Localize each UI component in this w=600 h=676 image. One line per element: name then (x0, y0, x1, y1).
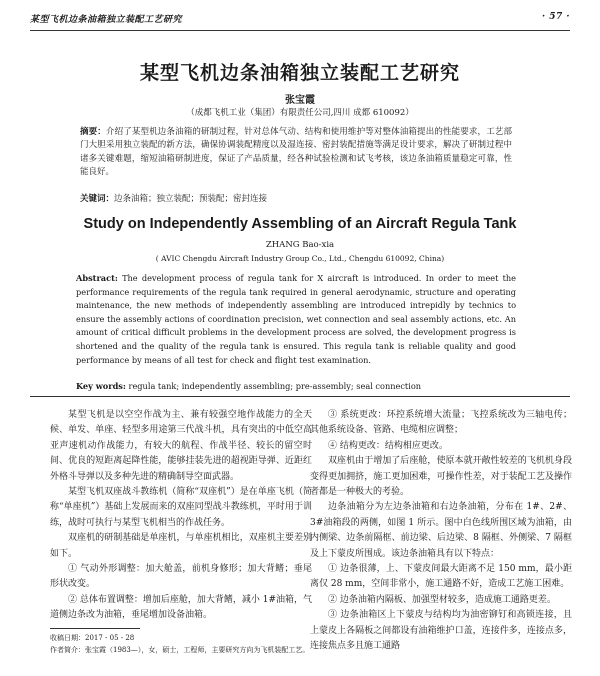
body-paragraph: ③ 系统更改：环控系统增大流量；飞控系统改为三轴电传；其他系统设备、管路、电缆相应调整； (310, 410, 572, 436)
body-paragraph: 某型飞机是以空空作战为主、兼有较强空地作战能力的全天候、单发、单座、轻型多用途第三代战斗机，具有突出的中低空高亚声速机动作战能力，有较大的航程、作战半径、较长的留空时间、优良的短距离起降性能，能够挂装先进的超视距导弹、近距红外格斗导弹以及多种先进的精确制导空面武器。 (50, 410, 312, 482)
footnotes (50, 632, 312, 656)
en-author: ZHANG Bao-xia (265, 240, 335, 250)
cn-keywords-label: 关键词： (80, 194, 115, 204)
cn-title: 某型飞机边条油箱独立装配工艺研究 (139, 62, 460, 84)
en-affiliation: ( AVIC Chengdu Aircraft Industry Group Co., Ltd., Chengdu 610092, China) (155, 254, 445, 263)
cn-abstract-text: 介绍了某型机边条油箱的研制过程，针对总体气动、结构和使用维护等对整体油箱提出的性能要求，工艺部门大胆采用独立装配的新方法，确保协调装配精度以及湿连接、密封装配措施等满足设计要求，解决了研制过程中诸多关键难题，缩短油箱研制进度，保证了产品质量，经各种试验检测和试飞考核，该边条油箱质量稳定可靠，性能良好。 (80, 127, 512, 178)
body-paragraph: 双座机由于增加了后座舱，使原本就开敞性较差的飞机机身段变得更加拥挤，施工更加困难，可操作性差，对于装配工艺及操作者都是一种极大的考验。 (310, 456, 572, 498)
body-paragraph: 双座机的研制基础是单座机，与单座机相比，双座机主要差别如下。 (50, 533, 312, 559)
body-column-left (50, 408, 312, 624)
en-title: Study on Independently Assembling of an Aircraft Regula Tank (83, 216, 517, 232)
footnote-rule (50, 628, 140, 629)
en-keywords-text: regula tank; independently assembling; pre-assembly; seal connection (128, 381, 422, 391)
cn-abstract-label: 摘要： (80, 127, 106, 137)
cn-abstract (80, 126, 512, 180)
en-abstract-label: Abstract: (76, 273, 118, 283)
abstract-bottom-rule (30, 396, 570, 397)
body-paragraph: ① 气动外形调整：加大舱盖，前机身修形；加大背鳍；垂尾形状改变。 (50, 564, 312, 590)
header-rule (30, 30, 570, 31)
body-paragraph: ① 边条很薄，上、下蒙皮间最大距离不足 150 mm，最小距离仅 28 mm，空间非常小，施工通路不好，造成工艺施工困难。 (310, 564, 572, 590)
cn-affiliation: （成都飞机工业（集团）有限责任公司,四川 成都 610092） (186, 108, 414, 118)
en-keywords-label: Key words: (76, 381, 126, 391)
en-keywords (76, 380, 516, 392)
cn-author: 张宝霞 (285, 95, 315, 106)
body-paragraph: ② 边条油箱内隔板、加强型材较多，造成施工通路更差。 (328, 594, 556, 605)
body-column-right (310, 408, 572, 655)
running-header (30, 12, 570, 28)
cn-keywords (80, 193, 512, 206)
body-paragraph: 某型飞机双座战斗教练机（简称“双座机”）是在单座飞机（简称“单座机”）基础上发展而来的双座同型战斗教练机，平时用于训练，战时可执行与某型飞机相当的作战任务。 (50, 487, 312, 528)
body-paragraph: ③ 边条油箱区上下蒙皮与结构均为油密铆钉和高锁连接，且上蒙皮上各隔板之间都设有油箱维护口盖，连接件多，连接点多，连接焦点多且施工通路 (310, 610, 572, 652)
page-number: · 57 · (541, 12, 570, 22)
received-date: 收稿日期：2017 - 05 - 28 (50, 634, 135, 642)
running-header-title: 某型飞机边条油箱独立装配工艺研究 (30, 15, 183, 25)
body-paragraph: ④ 结构更改：结构相应更改。 (328, 440, 448, 451)
body-paragraph: 边条油箱分为左边条油箱和右边条油箱，分布在 1#、2#、3#油箱段的两侧，如图 1 所示。图中白色线所围区域为油箱，由内侧梁、边条前隔框、前边梁、后边梁、8 隔框、外侧梁、7 隔框及上下蒙皮所围成。该边条油箱具有以下特点： (310, 502, 572, 559)
en-abstract-text: The development process of regula tank for X aircraft is introduced. In order to meet the performance requirements of the regula tank required in general aerodynamic, structure and operating maintenance, the new methods of independently assembling are introduced intrepidly by technics to ensure the assembly actions of coordination precision, wet connection and seal assembly actions, etc. An amount of critical difficult problems in the development process are solved, the development progress is shortened and the quality of the regula tank is ensured. This regula tank is reliable quality and good performance by means of all test for check and flight test examination. (76, 273, 517, 365)
en-abstract (76, 272, 516, 367)
cn-keywords-text: 边条油箱；独立装配；预装配；密封连接 (114, 194, 268, 204)
author-bio: 作者简介：张宝霞（1983—），女，硕士，工程师，主要研究方向为飞机装配工艺。 (50, 646, 310, 654)
body-paragraph: ② 总体布置调整：增加后座舱，加大背鳍，减小 1#油箱，气道侧边条改为油箱，垂尾增加设备油箱。 (50, 594, 312, 621)
